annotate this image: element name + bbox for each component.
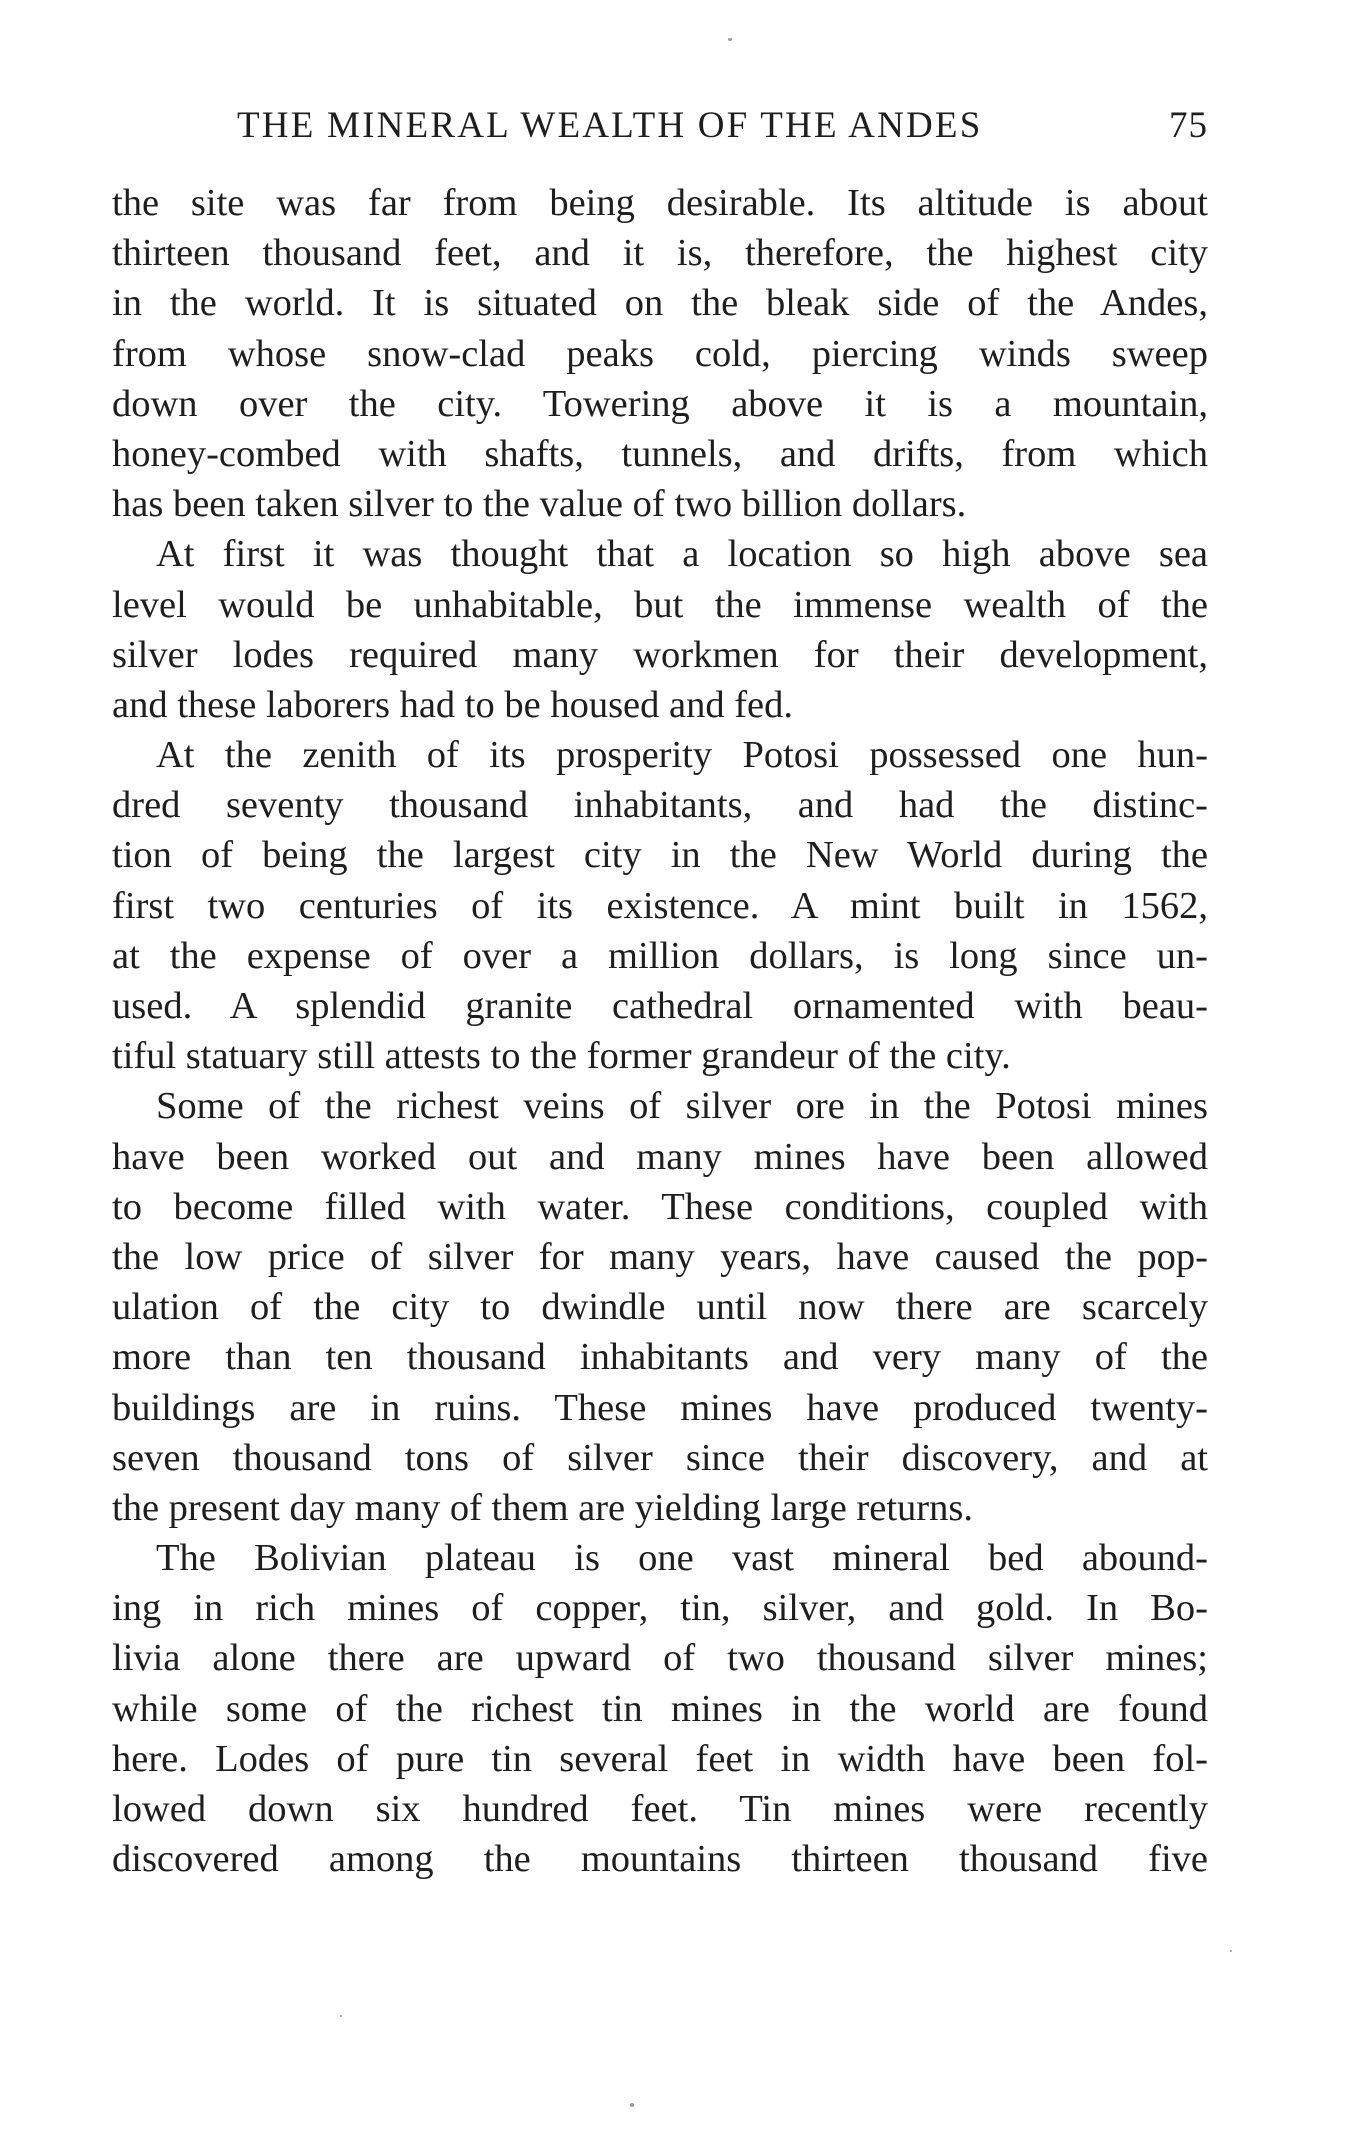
text-line: the present day many of them are yielding large returns. — [112, 1486, 973, 1529]
paragraph — [112, 178, 1208, 529]
text-line: more than ten thousand inhabitants and very many of the — [112, 1336, 1208, 1379]
text-line: down over the city. Towering above it is a mountain, — [112, 382, 1208, 425]
text-line: seven thousand tons of silver since their discovery, and at — [112, 1436, 1208, 1479]
text-line: has been taken silver to the value of two billion dollars. — [112, 483, 967, 526]
text-line: to become filled with water. These conditions, coupled with — [112, 1185, 1208, 1228]
text-line: At the zenith of its prosperity Potosi possessed one hun- — [156, 734, 1208, 777]
scan-speck — [630, 2103, 634, 2107]
running-head — [112, 104, 1208, 148]
text-line: at the expense of over a million dollars, is long since un- — [112, 934, 1208, 977]
text-line: tiful statuary still attests to the former grandeur of the city. — [112, 1035, 1011, 1078]
text-line: discovered among the mountains thirteen thousand five — [112, 1838, 1208, 1881]
paragraph — [112, 730, 1208, 1081]
text-line: The Bolivian plateau is one vast mineral bed abound- — [156, 1537, 1208, 1580]
text-line: lowed down six hundred feet. Tin mines were recently — [112, 1788, 1208, 1830]
text-line: have been worked out and many mines have been allowed — [112, 1135, 1208, 1178]
paragraph — [112, 1533, 1208, 1884]
scan-speck — [728, 38, 732, 41]
paragraph — [112, 1081, 1208, 1533]
text-line: honey-combed with shafts, tunnels, and drifts, from which — [112, 432, 1208, 475]
scan-speck — [340, 2015, 342, 2017]
text-line: livia alone there are upward of two thousand silver mines; — [112, 1637, 1208, 1680]
text-line: the site was far from being desirable. Its altitude is about — [112, 182, 1208, 224]
text-line: in the world. It is situated on the bleak side of the Andes, — [112, 282, 1208, 325]
text-line: first two centuries of its existence. A mint built in 1562, — [112, 884, 1208, 927]
text-line: ulation of the city to dwindle until now there are scarcely — [112, 1286, 1208, 1329]
text-line: and these laborers had to be housed and fed. — [112, 683, 794, 726]
running-title: THE MINERAL WEALTH OF THE ANDES — [237, 105, 983, 146]
text-line: the low price of silver for many years, have caused the pop- — [112, 1235, 1208, 1278]
text-line: Some of the richest veins of silver ore in the Potosi mines — [156, 1085, 1208, 1128]
text-line: thirteen thousand feet, and it is, therefore, the highest city — [112, 232, 1208, 275]
text-line: here. Lodes of pure tin several feet in width have been fol- — [112, 1737, 1208, 1780]
text-line: dred seventy thousand inhabitants, and had the distinc- — [112, 784, 1208, 827]
text-line: silver lodes required many workmen for their development, — [112, 633, 1208, 676]
text-line: tion of being the largest city in the New World during the — [112, 834, 1208, 877]
text-line: level would be unhabitable, but the immense wealth of the — [112, 583, 1208, 626]
text-line: At first it was thought that a location so high above sea — [156, 533, 1208, 576]
text-line: buildings are in ruins. These mines have produced twenty- — [112, 1386, 1208, 1429]
text-line: while some of the richest tin mines in the world are found — [112, 1687, 1208, 1730]
text-line: used. A splendid granite cathedral ornamented with beau- — [112, 985, 1208, 1027]
scan-speck — [1230, 1950, 1232, 1952]
text-line: ing in rich mines of copper, tin, silver, and gold. In Bo- — [112, 1587, 1208, 1630]
body-text — [112, 178, 1208, 1884]
page-number: 75 — [1169, 105, 1208, 146]
paragraph — [112, 529, 1208, 730]
text-line: from whose snow-clad peaks cold, piercing winds sweep — [112, 332, 1208, 375]
